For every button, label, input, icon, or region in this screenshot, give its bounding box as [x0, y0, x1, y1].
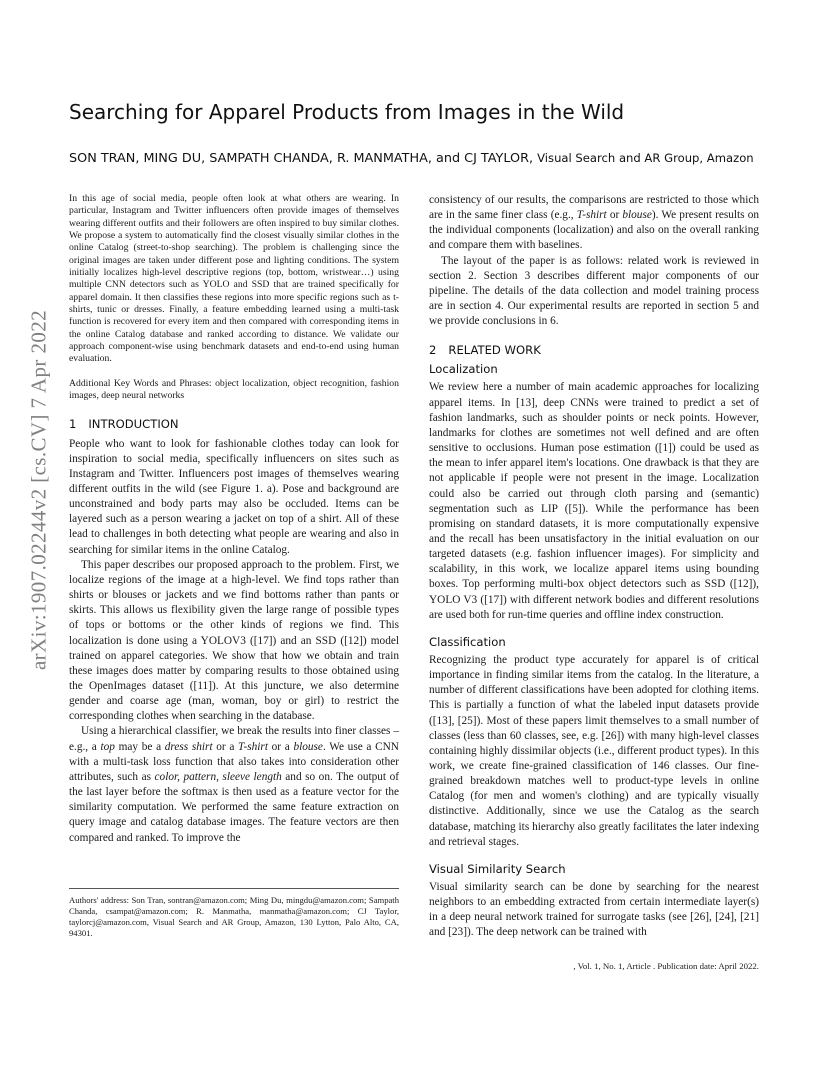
arxiv-identifier: arXiv:1907.02244v2 [cs.CV] 7 Apr 2022 [26, 309, 51, 671]
section-heading-introduction [69, 417, 399, 431]
section-number: 2 [429, 343, 437, 358]
right-column [429, 193, 759, 941]
arxiv-sidebar [24, 290, 54, 690]
classification-paragraph: Recognizing the product type accurately for apparel is of critical importance in finding similar items from the catalog. In the literature, a number of different classifications have been adopted for clothing items. This is partially a function of what the labeled input datasets provide ([13], [25]). Most of these papers limit themselves to a small number of classes (less than 60 classes, see, e.g. [26]) with many high-level classes containing highly dissimilar objects (i.e., different product types). In this work, we create fine-grained classification of 146 classes. Our fine-grained breakdown matches well to product-type levels in online Catalog (for men and women's clothing) and are typically visually distinctive. Additionally, since we use the Catalog as the search database, matching its hierarchy also greatly facilitates the later indexing and retrieval stages. [429, 653, 759, 848]
subsection-heading-classification: Classification [429, 634, 506, 649]
left-column [69, 193, 399, 846]
visual-similarity-body [429, 880, 759, 941]
footnote-divider [69, 888, 399, 889]
intro-paragraph-2: This paper describes our proposed approach to the problem. First, we localize regions of the image at a high-level. We find tops rather than shirts or blouses or jackets and we find bottoms rather than pants or skirts. This allows us flexibility given the large range of possible types of tops or bottoms or the other kinds of regions we find. This localization is done using a YOLOV3 ([17]) and an SSD ([12]) model trained on apparel categories. We show that how we obtain and train these images does matter by comparing results to those obtained using the OpenImages dataset ([11]). At this juncture, we also determine gender and coarse age (man, woman, boy or girl) to restrict the corresponding clothes when searching in the database. [69, 558, 399, 723]
right-column-body [429, 193, 759, 329]
authors-address-footnote: Authors' address: Son Tran, sontran@amazon.com; Ming Du, mingdu@amazon.com; Sampath Chanda, csampat@amazon.com; R. Manmatha, manmatha@amazon.com; CJ Taylor, taylorcj@amazon.com, Visual Search and AR Group, Amazon, 130 Lytton, Palo Alto, CA, 94301. [69, 895, 399, 938]
introduction-body [69, 437, 399, 846]
abstract [69, 193, 399, 366]
paper-title: Searching for Apparel Products from Images in the Wild [69, 100, 625, 124]
intro-paragraph-continued: consistency of our results, the comparisons are restricted to those which are in the same finer class (e.g., T-shirt or blouse). We present results on the individual components (localization) and also on the overall ranking and compare them with baselines. [429, 194, 759, 252]
intro-paragraph-layout: The layout of the paper is as follows: related work is reviewed in section 2. Section 3 describes different major components of our pipeline. The details of the data collection and model training process are in section 4. Our experimental results are reported in section 5 and we provide conclusions in 6. [429, 254, 759, 328]
section-number: 1 [69, 416, 77, 431]
localization-body [429, 380, 759, 623]
localization-paragraph: We review here a number of main academic approaches for localizing apparel items. In [13], deep CNNs were trained to predict a set of fashion landmarks, such as shoulder points or neck points. However, landmarks for clothes are sometimes not well defined and are often sensitive to occlusions. Human pose estimation ([1]) could be used as the mean to infer apparel item's locations. One drawback is that they are not applicable if people were not present in the image. Localization could also be carried out through cloth parsing and (semantic) segmentation such as LIP ([5]). While the performance has been promising on standard datasets, it is more computationally expensive and the recall has been unsatisfactory in the initial evaluation on our targeted datasets (e.g. fashion influencer images). For simplicity and scalability, in this work, we localize apparel items using bounding boxes. Top performing multi-box object detectors such as SSD ([12]), YOLO V3 ([17]) with different network bodies and different resolutions are used both for run-time queries and offline index construction. [429, 381, 759, 621]
classification-body [429, 653, 759, 850]
author-names: SON TRAN, MING DU, SAMPATH CHANDA, R. MANMATHA, and CJ TAYLOR, [69, 151, 534, 166]
section-title: INTRODUCTION [88, 416, 179, 431]
section-title: RELATED WORK [448, 343, 541, 358]
intro-paragraph-3: Using a hierarchical classifier, we break the results into finer classes – e.g., a top may be a dress shirt or a T-shirt or a blouse. We use a CNN with a multi-task loss function that also takes into consideration other attributes, such as color, pattern, sleeve length and so on. The output of the last layer before the softmax is then used as a feature vector for the similarity computation. We performed the same feature extraction on query image and catalog database images. The feature vectors are then compared and ranked. To improve the [69, 725, 399, 844]
page-footer: , Vol. 1, No. 1, Article . Publication date: April 2022. [573, 961, 759, 971]
author-affiliation: Visual Search and AR Group, Amazon [537, 151, 754, 165]
intro-paragraph-1: People who want to look for fashionable clothes today can look for inspiration to social media, specifically influencers on sites such as Instagram and Twitter. Influencers post images of themselves wearing different outfits in the wild (see Figure 1. a). Pose and background are unconstrained and body parts may also be occluded. Items can be layered such as a person wearing a jacket on top of a shirt. All of these lead to challenges in both detecting what people are wearing and also in searching for similar items in the online Catalog. [69, 437, 399, 556]
subsection-heading-localization: Localization [429, 362, 498, 377]
abstract-text: In this age of social media, people often look at what others are wearing. In particular, Instagram and Twitter influencers often provide images of themselves wearing different outfits and their followers are often inspired to buy similar clothes. We propose a system to automatically find the closest visually similar clothes in the online Catalog (street-to-shop searching). The problem is challenging since the original images are taken under different pose and lighting conditions. The system initially localizes high-level descriptive regions (top, bottom, wristwear…) using multiple CNN detectors such as YOLO and SSD that are trained specifically for apparel domain. It then classifies these regions into more specific regions such as t-shirts, tunic or dresses. Finally, a feature embedding learned using a multi-task function is recovered for every item and then compared with corresponding items in the online Catalog database and ranked according to distance. We validate our approach component-wise using benchmark datasets and end-to-end using human evaluation. [69, 193, 399, 365]
keywords: Additional Key Words and Phrases: object localization, object recognition, fashion images, deep neural networks [69, 377, 399, 402]
section-heading-related-work [429, 343, 759, 357]
author-block [69, 149, 769, 168]
visual-similarity-paragraph: Visual similarity search can be done by searching for the nearest neighbors to an embedding extracted from certain intermediate layer(s) in a deep neural network trained for surrogate tasks (see [26], [24], [21] and [23]). The deep network can be trained with [429, 880, 759, 939]
subsection-heading-visual-similarity: Visual Similarity Search [429, 861, 566, 876]
